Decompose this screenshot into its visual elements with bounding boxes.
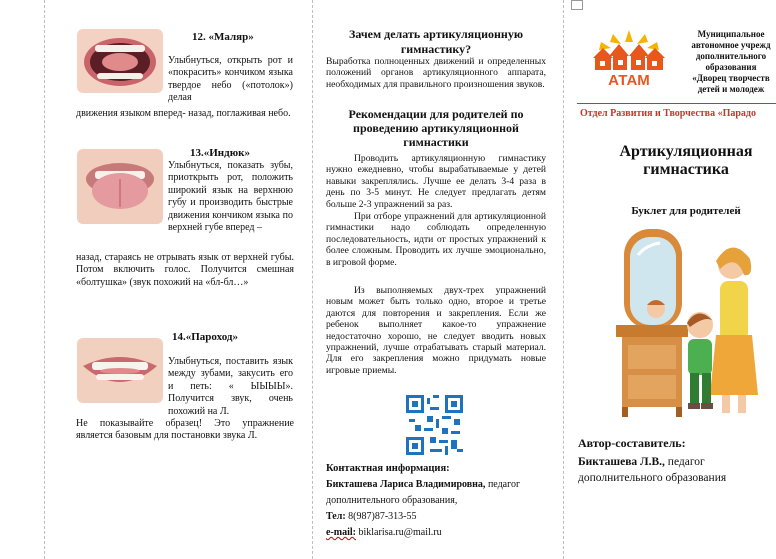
qr-code[interactable]: [406, 395, 463, 455]
why-text: Выработка полноценных движений и определенных положений органов артикуляционного аппарата, необходимых для правильного произношения звуков.: [326, 56, 546, 90]
org-line-3: дополнительного: [695, 51, 767, 61]
exercise-14-text-full: Не показывайте образец! Это упражнение является базовым для постановки звука Л.: [76, 418, 294, 442]
email-address[interactable]: biklarisa.ru@mail.ru: [356, 527, 442, 538]
booklet-title-line-1: Артикуляционная: [619, 143, 753, 160]
author-role-b: дополнительного образования: [578, 472, 727, 484]
page-divider-1: [312, 0, 313, 559]
booklet-subtitle: Буклет для родителей: [631, 205, 741, 217]
recommendation-paragraph-2: При отборе упражнений для артикуляционной гимнастики надо соблюдать определенную последовательность, идти от простых упражнений к более сложным. Проводить их лучше эмоционально, в игровой форме.: [326, 211, 546, 268]
author-block: [578, 454, 776, 486]
phone-number[interactable]: 8(987)87-313-55: [345, 511, 417, 522]
org-line-6: детей и молодеж: [697, 84, 765, 94]
exercise-13-text-full: назад, стараясь не отрывать язык от верхней губы. Потом включить голос. Получится смешная «болтушка» (звук похожий на «бл-бл…»: [76, 252, 294, 288]
author-role-a: педагог: [664, 456, 705, 468]
exercise-14-text-side: Улыбнуться, поставить язык между зубами, закусить его и петь: « ЫЫЫЫ». Получится звук, очень похожий на Л.: [168, 356, 293, 417]
tongue-mouth-image-12: [77, 29, 163, 93]
author-label: Автор-составитель:: [578, 436, 686, 450]
author-name: Бикташева Л.В.,: [578, 456, 665, 468]
recommendations-title: Рекомендации для родителей по проведению артикуляционной гимнастики: [348, 107, 524, 149]
why-title: Зачем делать артикуляционную гимнастику?: [349, 27, 523, 56]
contact-role-b: дополнительного образования,: [326, 495, 458, 506]
organization-name: [676, 29, 776, 95]
tongue-mouth-image-13: [77, 149, 163, 224]
exercise-12-title: 12. «Маляр»: [192, 31, 254, 43]
org-line-1: Муниципальное: [697, 29, 765, 39]
exercise-12-text-side: Улыбнуться, открыть рот и «покрасить» кончиком языка твердое небо («потолок») делая: [168, 55, 293, 104]
recommendation-paragraph-3: Из выполняемых двух-трех упражнений новым может быть только одно, второе и третье даются для повторения и закрепления. Если же ребенок выполняет какое-то упражнение недостаточно хорошо, не следует вводить новых упражнений, лучше отрабатывать старый материал. Для его закрепления можно придумать новые игровые приемы.: [326, 285, 546, 376]
org-line-4: образования: [705, 62, 757, 72]
org-line-2: автономное учрежд: [691, 40, 771, 50]
org-line-5: «Дворец творчеств: [692, 73, 770, 83]
contact-name: Бикташева Лариса Владимировна,: [326, 479, 486, 490]
atam-logo: [583, 28, 675, 88]
contact-block: [326, 477, 551, 541]
exercise-12-text-full: движения языком вперед- назад, поглаживая небо.: [76, 108, 291, 119]
recommendation-paragraph-1: Проводить артикуляционную гимнастику нужно ежедневно, чтобы вырабатываемые у детей навыки закреплялись. Лучше ее делать 3-4 раза в день по 3-5 минут. Не следует предлагать детям больше 2-3 упражнений за раз.: [326, 153, 546, 210]
window-corner-icon: [571, 0, 583, 10]
page-divider-left: [44, 0, 45, 559]
contact-title: Контактная информация:: [326, 463, 450, 474]
exercise-14-title: 14.«Пароход»: [172, 331, 238, 343]
contact-role-a: педагог: [485, 479, 521, 490]
tongue-mouth-image-14: [77, 338, 163, 403]
email-label: e-mail:: [326, 527, 356, 538]
booklet-title-line-2: гимнастика: [643, 161, 729, 178]
exercise-13-title: 13.«Индюк»: [190, 147, 250, 159]
logo-text: АТАМ: [608, 72, 650, 88]
mother-child-mirror-illustration: [610, 225, 776, 420]
phone-label: Тел:: [326, 511, 346, 522]
department-name: Отдел Развития и Творчества «Парадо: [580, 108, 756, 119]
page-divider-2: [563, 0, 564, 559]
booklet-title: [596, 143, 776, 179]
exercise-13-text-side: Улыбнуться, показать зубы, приоткрыть рот, положить широкий язык на верхнюю губу и производить быстрые движения кончиком языка по верхней губе вперед –: [168, 160, 293, 234]
header-rule: [577, 103, 776, 104]
